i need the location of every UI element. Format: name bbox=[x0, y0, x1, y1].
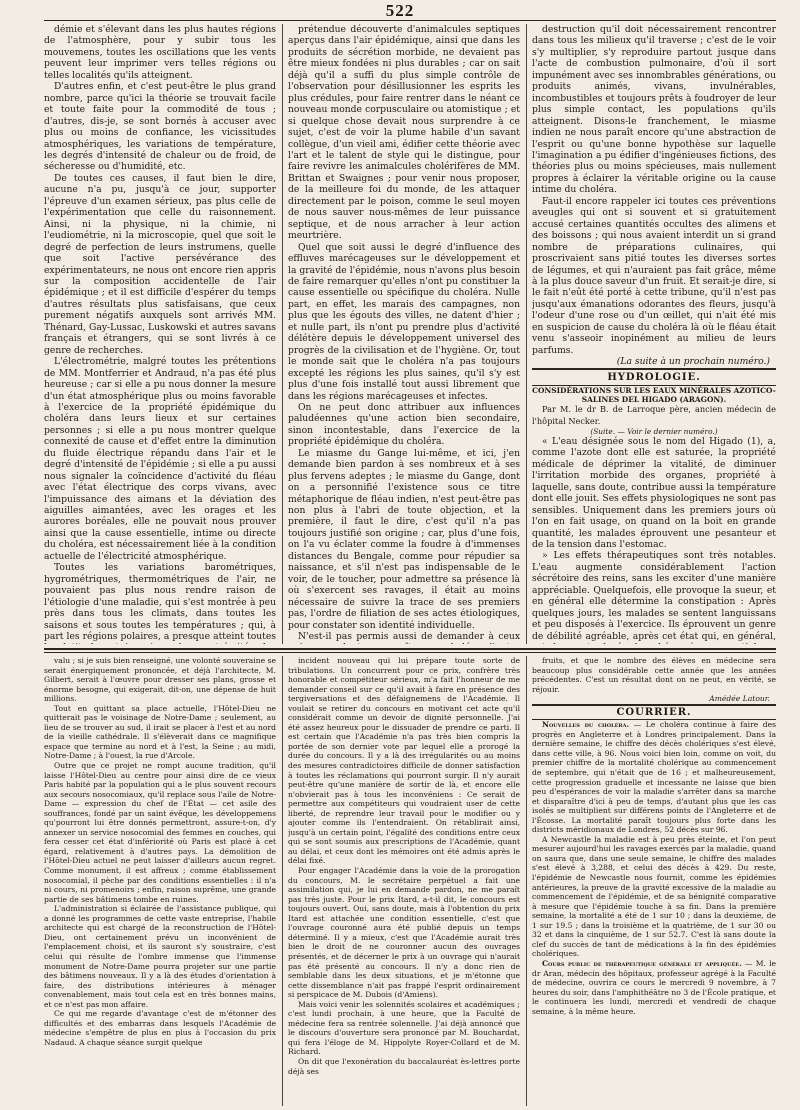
paragraph: » Les effets thérapeutiques sont très notables. L'eau augmente considérablement l'action sécrétoire des reins, sans les exciter d'une manière appréciable. Quelquefois, elle provoque la sueur, et en général elle détermine la constipation : Après quelques jours, les malades se sentent languissans et peu disposés à l'exercice. Ils éprouvent un genre de débilité agréable, après cet état qui, en général, bbox=[532, 550, 776, 642]
continuation-note: (La suite à un prochain numéro.) bbox=[616, 356, 770, 368]
paragraph: Ce qui me regarde d'avantage c'est de m'étonner des difficultés et des embarras dans lesquels l'Académie de médecine s'empêtre de plus en plus à l'occasion du prix Nadaud. A chaque séance surgit quelque bbox=[44, 1009, 276, 1047]
page-number: 522 bbox=[385, 1, 415, 20]
paragraph-text: A Newcastle la maladie est à peu près éteinte, et l'on peut mesurer aujourd'hui les ravages exercés par la maladie, quand on saura que, dans une seule semaine, le chiffre des malades s'est élevé à 3,288, et celui des décès à 429. Du reste, l'épidémie de Newcastle nous fournit, comme les épidémies antérieures, la preuve de la gravité excessive de la maladie au commencement de l'épidémie, et de sa bénignité comparative à mesure que l'épidémie touche à sa fin. Dans la première semaine, la mortalité a été de 1 sur 10 ; dans la deuxième, de 1 sur 19.5 ; dans la troisième et la quatrième, de 1 sur 30 ou 32 et dans la cinquième, de 1 sur 52.7. C'est là sans doute la clef du succès de tant de médications à la fin des épidémies cholériques. bbox=[532, 834, 776, 959]
paragraph: Pour engager l'Académie dans la voie de la prorogation du concours, M. le secrétaire perpétuel a fait une assimilation qui, je lui en demande pardon, ne me paraît pas très juste. Pour le prix Itard, a-t-il dit, le concours est toujours ouvert. Oui, sans doute, mais à l'obtention du prix Itard est attachée une condition essentielle, c'est que l'ouvrage couronné aura été publié depuis un temps déterminé. Il y a mieux, c'est que l'Académie aurait très bien le droit de ne couronner aucun des ouvrages présentés, et de décerner le prix à un ouvrage qui n'aurait pas été présenté au concours. Il n'y a donc rien de semblable dans les deux situations, et je m'étonne que cette dissemblance n'ait pas frappé l'esprit ordinairement si perspicace de M. Dubois (d'Amiens). bbox=[288, 866, 520, 1000]
column-divider bbox=[526, 24, 527, 644]
column-divider bbox=[526, 656, 527, 1106]
section-rule bbox=[44, 648, 776, 650]
paragraph: Toutes les variations barométriques, hygrométriques, thermométriques de l'air, ne pouvaient pas plus nous rendre raison de l'étiologie d'une maladie, qui s'est montrée à peu près dans tous les climats, dans toutes les saisons et sous toutes les températures ; qui, à part les régions polaires, a presque atteint toutes bbox=[44, 562, 276, 643]
signature: Amédée Latour. bbox=[709, 694, 770, 704]
paragraph: valu ; si je suis bien renseigné, une volonté souveraine se serait énergiquement prononcée, et déjà l'architecte, M. Gilbert, serait à l'œuvre pour dresser ses plans, grosse et énorme besogne, qui exigerait, dit-on, une dépense de huit millions. bbox=[44, 656, 276, 704]
paragraph: L'électrométrie, malgré toutes les prétentions de MM. Montferrier et Andraud, n'a pas été plus heureuse ; car si elle a pu nous donner la mesure d'un état atmosphérique plus ou moins favorable à l'exercice de la propriété épidémique du choléra dans leurs lieux et sur certaines personnes ; si elle a pu nous montrer quelque connexité de cause et d'effet entre la diminution du fluide électrique répandu dans l'air et le degré d'intensité de l'épidémie ; si elle a pu aussi nous signaler la coïncidence d'activité du fléau avec l'état électrique des corps vivans, avec l'impuissance des aimans et la déviation des aiguilles aimantées, avec les orages et les aurores boréales, elle ne pouvait nous prouver ainsi que la cause essentielle, intime ou directe du choléra, est nécessairement liée à la condition actuelle de l'électricité atmosphérique. bbox=[44, 356, 276, 562]
article-suite-note: (Suite. — Voir le dernier numéro.) bbox=[590, 426, 718, 436]
paragraph-lead: Cours public de thérapeutique générale et appliquée. bbox=[542, 958, 742, 968]
paragraph: Tout en quittant sa place actuelle, l'Hôtel-Dieu ne quitterait pas le voisinage de Notre-Dame ; seulement, au lieu de se trouver au sud, il irait se placer à l'est et au nord de la vieille cathédrale. Il s'élèverait dans ce magnifique espace que termine au nord et à l'est, la Seine ; au midi, Notre-Dame ; à l'ouest, la rue d'Arcole. bbox=[44, 703, 276, 761]
paragraph: incident nouveau qui lui prépare toute sorte de tribulations. Un concurrent pour ce prix, confrère très honorable et compétiteur sérieux, m'a fait l'honneur de me demander conseil sur ce qu'il avait à faire en présence des tergiversations et des défaignemens de l'Académie. Il voulait se retirer du concours en motivant cet acte qu'il considérait comme un devoir de dignité personnelle. J'ai été assez heureux pour le dissuader de prendre ce parti. Il est certain que l'Académie n'a pas très bien compris la portée de son dernier vote par lequel elle a prorogé la durée du concours. Il y a là des irrégularités ou au moins des mesures contradictoires difficile de donner satisfaction à toutes les réclamations qui pourront surgir. Il n'y aurait peut-être qu'une manière de sortir de là, et encore elle n'obvierait pas à tous les inconvéniens : Ce serait de permettre aux compétiteurs qui voudraient user de cette liberté, de reprendre leur travail pour le modifier ou y ajouter comme ils l'entendraient. On rétablirait ainsi, jusqu'à un certain point, l'égalité des conditions entre ceux qui se sont soumis aux prescriptions de l'Académie, quant au délai, et ceux dont les mémoires ont été admis après le délai fixé. bbox=[288, 656, 520, 866]
header-rule bbox=[44, 20, 776, 21]
column-divider bbox=[282, 24, 283, 644]
paragraph-lead: Nouvelles du choléra. bbox=[542, 720, 630, 730]
paragraph: Outre que ce projet ne rompt aucune tradition, qu'il laisse l'Hôtel-Dieu au centre pour ainsi dire de ce vieux Paris habité par la population qui a le plus souvent recours aux secours nosocomiaux, qu'il replace sous l'aile de Notre-Dame — expression du chef de l'État — cet asile des souffrances, fondé par un saint évêque, les développemens qu'pourront lui être donnés permettront, assure-t-on, d'y annexer un service nosocomial des femmes en couches, qui fera cesser cet état d'infériorité où Paris est placé à cet égard, relativement à d'autres pays. La démolition de l'Hôtel-Dieu actuel ne peut laisser d'ailleurs aucun regret. Comme monument, il est affreux ; comme établissement nosocomial, il pèche par des conditions essentielles : il n'a ni cours, ni promenoirs ; enfin, raison suprême, une grande partie de ses bâtimens tombe en ruines. bbox=[44, 761, 276, 904]
paragraph: De toutes ces causes, il faut bien le dire, aucune n'a pu, jusqu'à ce jour, supporter l'épreuve d'un examen sérieux, pas plus celle de l'expérimentation que celle du raisonnement. Ainsi, ni la physique, ni la chimie, ni l'eudiométrie, ni la microscopie, quel que soit le degré de perfection de leurs instrumens, quelle que soit l'active persévérance des expérimentateurs, ne nous ont encore rien appris sur la composition accidentelle de l'air épidémique ; et il est difficile d'espérer du temps d'autres résultats plus satisfaisans, que ceux purement négatifs auxquels sont arrivés MM. Thénard, Gay-Lussac, Luskowski et autres savans français et étrangers, qui se sont livrés à ce genre de recherches. bbox=[44, 172, 276, 356]
top-column-1 bbox=[44, 24, 276, 644]
section-rule bbox=[44, 652, 776, 653]
courrier-paragraph bbox=[532, 720, 776, 835]
paragraph: L'administration si éclairée de l'assistance publique, qui a donné les programmes de cette vaste entreprise, l'habile architecte qui est chargé de la reconstruction de l'Hôtel-Dieu, ont certainement prévu un inconvénient de l'emplacement choisi, et ils sauront s'y soustraire, c'est celui qui résulte de l'ombre immense que l'immense monument de Notre-Dame pourra projeter sur une partie des bâtimens nouveaux. Il y a là des études d'orientation à faire, des distributions intérieures à ménager convenablement, mais tout cela est en très bonnes mains, et ce n'est pas mon affaire. bbox=[44, 904, 276, 1009]
courrier-paragraph bbox=[532, 835, 776, 959]
top-column-2 bbox=[288, 24, 520, 644]
paragraph: destruction qu'il doit nécessairement rencontrer dans tous les milieux qu'il traverse ; c'est de le voir s'y multiplier, s'y reproduire partout jusque dans l'acte de combustion pulmonaire, d'où il sort impunément avec ses innombrables générations, ou produits animés, vivans, invulnérables, incombustibles et toujours prêts à foudroyer de leur plus simple contact, les populations qu'ils atteignent. Disons-le franchement, le miasme indien ne nous paraît encore qu'une abstraction de l'esprit ou qu'une bonne hypothèse sur laquelle l'imagination a pu édifier d'ingénieuses fictions, des théories plus ou moins spécieuses, mais nullement propres à éclairer la véritable origine ou la cause intime du choléra. bbox=[532, 24, 776, 196]
paragraph: On dit que l'exonération du baccalauréat ès-lettres porte déjà ses bbox=[288, 1056, 520, 1076]
paragraph: Le miasme du Gange lui-même, et ici, j'en demande bien pardon à ses nombreux et à ses plus fervens adeptes ; le miasme du Gange, dont on a personnifié l'existence sous ce titre métaphorique de fléau indien, n'est peut-être pas non plus à l'abri de toute objection, et la première, il faut le dire, c'est qu'il n'a pas toujours justifié son origine ; car, plus d'une fois, on l'a vu éclater comme la foudre à d'immenses distances du Bengale, comme pour répudier sa naissance, et s'il n'est pas indispensable de le voir, de le toucher, pour admettre sa présence là où s'exercent ses ravages, il était au moins nécessaire de suivre la trace de ses premiers pas, l'ordre de filiation de ses actes étiologiques, pour constater son identité individuelle. bbox=[288, 447, 520, 631]
paragraph: démie et s'élevant dans les plus hautes régions de l'atmosphère, pour y subir tous les mouvemens, toutes les oscillations que les vents peuvent leur imprimer vers telles régions ou telles localités qu'ils atteignent. bbox=[44, 24, 276, 81]
section-title-hydrologie: HYDROLOGIE. bbox=[532, 368, 776, 386]
paragraph: « L'eau désignée sous le nom del Higado (1), a, comme l'azote dont elle est saturée, la propriété médicale de déprimer la vitalité, de diminuer l'irritation morbide des organes, propriété à laquelle, sans doute, contribue aussi la température dont elle jouit. Ses effets physiologiques ne sont pas sensibles. Uniquement dans les premiers jours où l'on en fait usage, on quand on la boit en grande quantité, les malades éprouvent une pesanteur et de la tension dans l'estomac. bbox=[532, 435, 776, 551]
paragraph: fruits, et que le nombre des élèves en médecine sera beaucoup plus considérable cette année que les années précédentes. C'est un résultat dont on ne peut, en vérité, se réjouir. bbox=[532, 656, 776, 694]
top-column-3 bbox=[532, 24, 776, 644]
bottom-column-1 bbox=[44, 656, 276, 1106]
paragraph: Faut-il encore rappeler ici toutes ces préventions aveugles qui ont si souvent et si gratuitement accusé certaines quantités occultes des alimens et des boissons ; qui nous avaient interdit un si grand nombre de préparations culinaires, qui proscrivaient sans pitié toutes les diverses sortes de légumes, et qui n'auraient pas fait grâce, même à la plus douce saveur d'un fruit. Et serait-je dire, si le fait n'eût été porté à cette tribune, qu'il n'est pas jusqu'aux émanations odorantes des fleurs, jusqu'à l'odeur d'une rose ou d'un œillet, qui n'ait été mis en suspicion de cause du choléra là où le fléau était venu s'asseoir inopinément au milieu de leurs parfums. bbox=[532, 195, 776, 356]
paragraph: D'autres enfin, et c'est peut-être le plus grand nombre, parce qu'ici la théorie se trouvait facile et toute faite pour la commodité de tous ; d'autres, dis-je, se sont bornés à accuser avec plus ou moins de confiance, les vicissitudes atmosphériques, les variations de température, les degrés d'intensité de chaleur ou de froid, de sécheresse ou d'humidité, etc. bbox=[44, 81, 276, 173]
bottom-column-3 bbox=[532, 656, 776, 1106]
paragraph: Mais voici venir les solennités scolaires et académiques ; c'est lundi prochain, à une heure, que la Faculté de médecine fera sa rentrée solennelle. J'ai déjà annoncé que le discours d'ouverture sera prononcé par M. Bouchardat, qui fera l'éloge de M. Hippolyte Royer-Collard et de M. Richard. bbox=[288, 999, 520, 1057]
courrier-paragraph bbox=[532, 959, 776, 1016]
article-subtitle: CONSIDÉRATIONS SUR LES EAUX MINÉRALES AZOTICO-SALINES DEL HIGADO (ARAGON). bbox=[532, 386, 776, 405]
paragraph: Quel que soit aussi le degré d'influence des effluves marécageuses sur le développement et la gravité de l'épidémie, nous n'avons plus besoin de faire remarquer qu'elles n'ont pu constituer la cause essentielle ou spécifique du choléra. Nulle part, en effet, les marais des campagnes, non plus que les égouts des villes, ne datent d'hier ; et nulle part, ils n'ont pu prendre plus d'activité délétère depuis le développement universel des progrès de la civilisation et de l'hygiène. Or, tout le monde sait que le choléra n'a pas toujours excepté les régions les plus saines, qu'il s'y est plus d'une fois installé tout aussi librement que dans les régions marécageuses et infectes. bbox=[288, 241, 520, 402]
section-title-courrier: COURRIER. bbox=[532, 704, 776, 721]
article-author: Par M. le dr B. de Larroque père, ancien médecin de l'hôpital Necker. bbox=[532, 404, 776, 426]
paragraph: N'est-il pas permis aussi de demander à ceux bbox=[298, 631, 520, 643]
hydrologie-section bbox=[532, 368, 776, 644]
paragraph: On ne peut donc attribuer aux influences paludéennes qu'une action bien secondaire, sinon incontestable, dans l'exercice de la propriété épidémique du choléra. bbox=[288, 401, 520, 448]
paragraph-text: — M. le dr Aran, médecin des hôpitaux, professeur agrégé à la Faculté de médecine, ouvrira ce cours le mercredi 9 novembre, à 7 heures du soir, dans l'amphithéâtre no 3 de l'École pratique, et le continuera les lundi, mercredi et vendredi de chaque semaine, à la même heure. bbox=[532, 958, 776, 1016]
column-divider bbox=[282, 656, 283, 1106]
bottom-column-2 bbox=[288, 656, 520, 1106]
paragraph: prétendue découverte d'animalcules septiques aperçus dans l'air épidémique, ainsi que dans les produits de sécrétion morbide, ne devaient pas être mieux fondées ni plus durables ; car on sait déjà qu'il a suffi du plus simple contrôle de l'observation pour désillusionner les esprits les plus crédules, pour faire rentrer dans le néant ce nouveau monde corpusculaire ou atomistique ; et si quelque chose devait nous surprendre à ce sujet, c'est de voir la plume habile d'un savant collègue, d'un vieil ami, édifier cette théorie avec l'art et le talent de style qui le distingue, pour faire revivre les animalcules cholérifères de MM. Brittan et Swaignes ; pour venir nous proposer, de la meilleure foi du monde, de les attaquer directement par le poison, comme le seul moyen de nous sauver nous-mêmes de leur puissance septique, et de nous arracher à leur action meurtrière. bbox=[288, 24, 520, 242]
paragraph-text: — Le choléra continue à faire des progrès en Angleterre et à Londres principalement. Dans la dernière semaine, le chiffre des décès cholériques s'est élevé, dans cette ville, à 96. Nous voici bien loin, comme on voit, du premier chiffre de la mortalité cholérique au commencement de septembre, qui n'était que de 16 ; et malheureusement, cette progression graduelle et incessante ne laisse que bien peu d'espérances de voir la maladie s'arrêter dans sa marche et disparaître d'ici à peu de temps, d'autant plus que les cas isolés se multiplient sur différens points de l'Angleterre et de l'Écosse. La mortalité paraît toujours plus forte dans les districts méridionaux de Londres, 52 décès sur 96. bbox=[532, 720, 776, 835]
